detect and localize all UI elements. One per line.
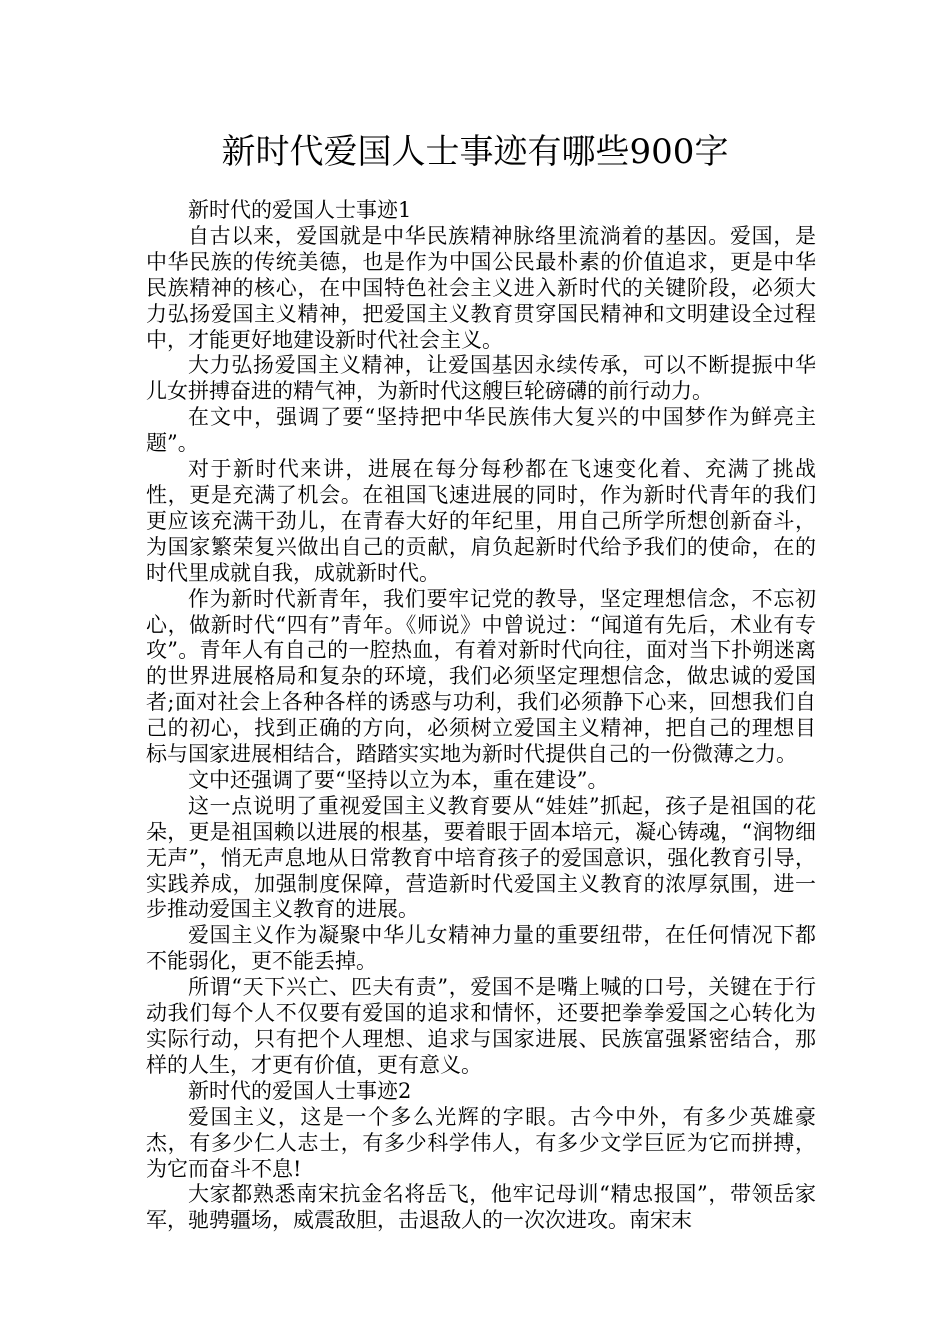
paragraph: 自古以来，爱国就是中华民族精神脉络里流淌着的基因。爱国，是中华民族的传统美德，也是作为中国公民最朴素的价值追求，更是中华民族精神的核心，在中国特色社会主义进入新时代的关键阶段，必须大力弘扬爱国主义精神，把爱国主义教育贯穿国民精神和文明建设全过程中，才能更好地建设新时代社会主义。	[146, 223, 816, 352]
paragraph: 对于新时代来讲，进展在每分每秒都在飞速变化着、充满了挑战性，更是充满了机会。在祖国飞速进展的同时，作为新时代青年的我们更应该充满干劲儿，在青春大好的年纪里，用自己所学所想创新奋斗，为国家繁荣复兴做出自己的贡献，肩负起新时代给予我们的使命，在的时代里成就自我，成就新时代。	[146, 457, 816, 585]
paragraph: 文中还强调了要“坚持以立为本，重在建设”。	[188, 767, 609, 792]
document-title: 新时代爱国人士事迹有哪些900字	[221, 132, 729, 172]
paragraph-heading-1: 新时代的爱国人士事迹1	[188, 198, 412, 222]
paragraph: 这一点说明了重视爱国主义教育要从“娃娃”抓起，孩子是祖国的花朵，更是祖国赖以进展的根基，要着眼于固本培元，凝心铸魂，“润物细无声”，悄无声息地从日常教育中培育孩子的爱国意识，强化教育引导，实践养成，加强制度保障，营造新时代爱国主义教育的浓厚氛围，进一步推动爱国主义教育的进展。	[146, 793, 816, 922]
document-body	[146, 198, 816, 1234]
paragraph: 爱国主义，这是一个多么光辉的字眼。古今中外，有多少英雄豪杰，有多少仁人志士，有多少科学伟人，有多少文学巨匠为它而拼搏，为它而奋斗不息!	[146, 1104, 816, 1181]
paragraph: 作为新时代新青年，我们要牢记党的教导，坚定理想信念，不忘初心，做新时代“四有”青年。《师说》中曾说过：“闻道有先后，术业有专攻”。青年人有自己的一腔热血，有着对新时代向往，面对当下扑朔迷离的世界进展格局和复杂的环境，我们必须坚定理想信念，做忠诚的爱国者;面对社会上各种各样的诱惑与功利，我们必须静下心来，回想我们自己的初心，找到正确的方向，必须树立爱国主义精神，把自己的理想目标与国家进展相结合，踏踏实实地为新时代提供自己的一份微薄之力。	[146, 586, 816, 767]
paragraph-heading-2: 新时代的爱国人士事迹2	[188, 1078, 412, 1103]
paragraph: 大家都熟悉南宋抗金名将岳飞，他牢记母训“精忠报国”，带领岳家军，驰骋疆场，威震敌胆，击退敌人的一次次进攻。南宋末	[146, 1182, 816, 1233]
paragraph: 大力弘扬爱国主义精神，让爱国基因永续传承，可以不断提振中华儿女拼搏奋进的精气神，为新时代这艘巨轮磅礴的前行动力。	[146, 353, 816, 404]
paragraph: 爱国主义作为凝聚中华儿女精神力量的重要纽带，在任何情况下都不能弱化，更不能丢掉。	[146, 923, 816, 974]
paragraph: 所谓“天下兴亡、匹夫有责”，爱国不是嘴上喊的口号，关键在于行动我们每个人不仅要有爱国的追求和情怀，还要把拳拳爱国之心转化为实际行动，只有把个人理想、追求与国家进展、民族富强紧密结合，那样的人生，才更有价值，更有意义。	[146, 975, 816, 1077]
paragraph: 在文中，强调了要“坚持把中华民族伟大复兴的中国梦作为鲜亮主题”。	[146, 405, 816, 456]
